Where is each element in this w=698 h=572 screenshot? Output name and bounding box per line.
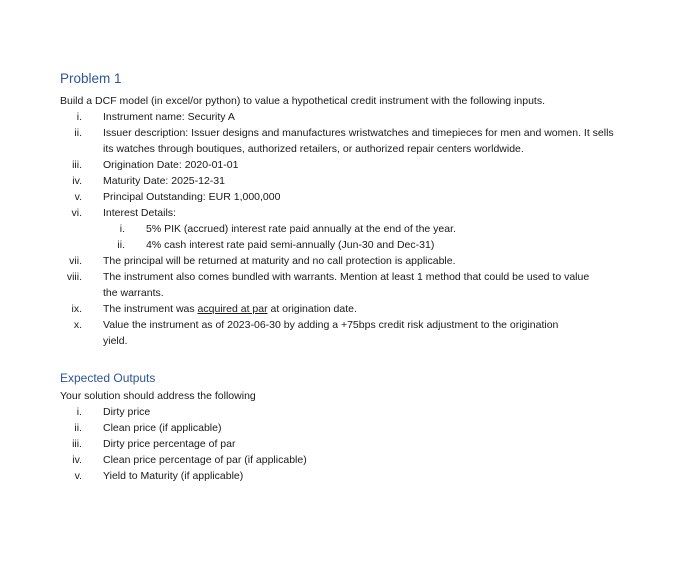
list-item bbox=[60, 205, 640, 253]
document-page bbox=[60, 71, 640, 484]
list-item bbox=[60, 468, 640, 484]
list-text: Yield to Maturity (if applicable) bbox=[103, 470, 244, 482]
outputs-intro: Your solution should address the following bbox=[60, 390, 256, 402]
list-number: iv. bbox=[72, 454, 82, 466]
list-text: Dirty price percentage of par bbox=[103, 438, 236, 450]
inputs-list bbox=[60, 109, 640, 349]
list-number: vii. bbox=[69, 255, 82, 267]
list-text: Issuer description: Issuer designs and manufactures wristwatches and timepieces for men and women. It sells its watches through boutiques, authorized retailers, or authorized repair centers worldwide. bbox=[103, 127, 614, 155]
list-number: viii. bbox=[66, 271, 82, 283]
list-number: ii. bbox=[117, 239, 125, 251]
underlined-phrase: acquired at par bbox=[197, 303, 268, 315]
list-item bbox=[60, 301, 640, 317]
list-text: Maturity Date: 2025-12-31 bbox=[103, 175, 225, 187]
list-item bbox=[103, 237, 640, 253]
list-text: Origination Date: 2020-01-01 bbox=[103, 159, 239, 171]
list-text bbox=[103, 303, 357, 315]
list-item bbox=[60, 125, 640, 157]
list-text: Clean price (if applicable) bbox=[103, 422, 222, 434]
list-number: ii. bbox=[74, 127, 82, 139]
list-text-part: The instrument was bbox=[103, 303, 198, 315]
list-number: iii. bbox=[72, 438, 82, 450]
list-item bbox=[60, 253, 640, 269]
list-number: ii. bbox=[74, 422, 82, 434]
list-number: v. bbox=[74, 470, 82, 482]
list-text-part: at origination date. bbox=[267, 303, 357, 315]
list-number: iv. bbox=[72, 175, 82, 187]
list-text: 4% cash interest rate paid semi-annually (Jun-30 and Dec-31) bbox=[146, 239, 435, 251]
list-text: Value the instrument as of 2023-06-30 by adding a +75bps credit risk adjustment to the origination yield. bbox=[103, 319, 559, 347]
list-item bbox=[60, 109, 640, 125]
list-item bbox=[60, 173, 640, 189]
list-text: Clean price percentage of par (if applicable) bbox=[103, 454, 307, 466]
interest-details-list bbox=[103, 221, 640, 253]
list-item bbox=[60, 317, 640, 349]
list-number: vi. bbox=[71, 207, 82, 219]
problem-intro: Build a DCF model (in excel/or python) to value a hypothetical credit instrument with the following inputs. bbox=[60, 95, 545, 107]
list-number: x. bbox=[73, 319, 82, 331]
list-item bbox=[60, 157, 640, 173]
list-text: The principal will be returned at maturity and no call protection is applicable. bbox=[103, 255, 456, 267]
list-text: 5% PIK (accrued) interest rate paid annually at the end of the year. bbox=[146, 223, 456, 235]
list-item bbox=[60, 420, 640, 436]
list-number: i. bbox=[76, 111, 82, 123]
list-number: iii. bbox=[72, 159, 82, 171]
list-text: Principal Outstanding: EUR 1,000,000 bbox=[103, 191, 281, 203]
list-number: i. bbox=[76, 406, 82, 418]
list-item bbox=[60, 269, 640, 301]
list-text: Interest Details: bbox=[103, 207, 176, 219]
list-item bbox=[60, 436, 640, 452]
list-number: ix. bbox=[71, 303, 82, 315]
list-item bbox=[60, 452, 640, 468]
outputs-title: Expected Outputs bbox=[60, 371, 156, 385]
list-item bbox=[60, 189, 640, 205]
outputs-list bbox=[60, 404, 640, 484]
list-text: Instrument name: Security A bbox=[103, 111, 235, 123]
list-number: v. bbox=[74, 191, 82, 203]
list-number: i. bbox=[119, 223, 125, 235]
list-text: Dirty price bbox=[103, 406, 151, 418]
list-item bbox=[60, 404, 640, 420]
list-text: The instrument also comes bundled with warrants. Mention at least 1 method that could be used to value the warrants. bbox=[103, 271, 590, 299]
problem-title: Problem 1 bbox=[60, 71, 122, 86]
list-item bbox=[103, 221, 640, 237]
